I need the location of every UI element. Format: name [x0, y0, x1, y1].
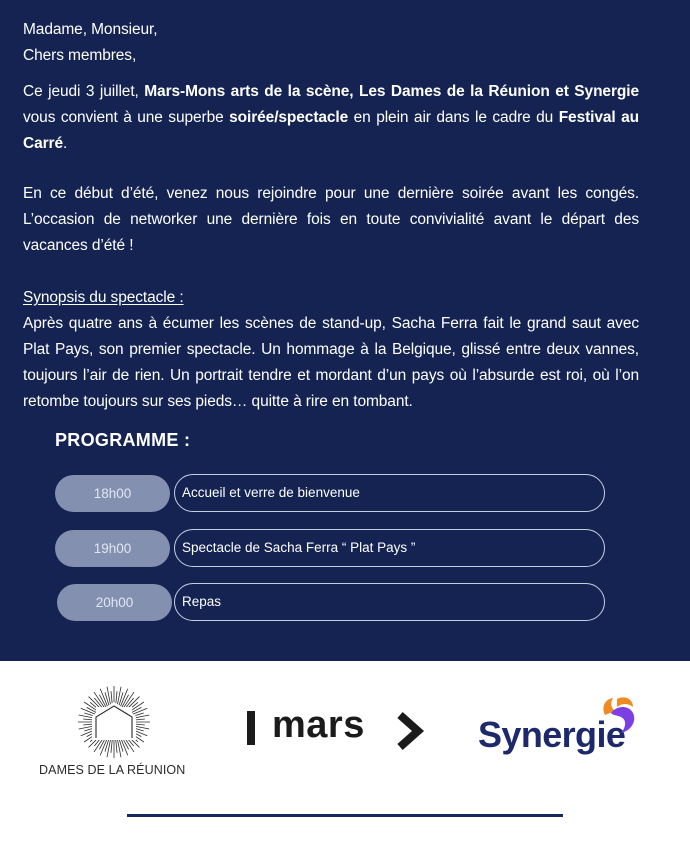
intro-text-3: en plein air dans le cadre du	[348, 109, 559, 126]
programme-label: Accueil et verre de bienvenue	[174, 474, 605, 512]
intro-text-1: Ce jeudi 3 juillet,	[23, 83, 145, 100]
programme-title: PROGRAMME :	[55, 430, 191, 450]
greeting	[23, 17, 639, 69]
programme-time: 19h00	[55, 530, 170, 567]
partners-footer	[0, 661, 690, 845]
programme-row	[55, 474, 607, 514]
networking-paragraph: En ce début d’été, venez nous rejoindre pour une dernière soirée avant les congés. L’occasion de networker une dernière fois en toute convivialité avant le départ des vacances d’été !	[23, 185, 639, 254]
mars-chevron-icon	[394, 711, 426, 751]
programme-label: Repas	[174, 583, 605, 621]
programme-row	[55, 583, 607, 623]
programme-time: 20h00	[57, 584, 172, 621]
intro-text-2: vous convient à une superbe	[23, 109, 230, 126]
intro-text-4: .	[63, 135, 68, 152]
footer-divider	[127, 814, 563, 817]
synopsis-title: Synopsis du spectacle :	[23, 289, 184, 306]
programme-time: 18h00	[55, 475, 170, 512]
event-type: soirée/spectacle	[229, 109, 349, 126]
mars-bar-icon	[243, 701, 265, 749]
greeting-line-2: Chers membres,	[23, 47, 137, 64]
synergie-mark-icon	[597, 693, 641, 739]
greeting-line-1: Madame, Monsieur,	[23, 21, 158, 38]
dames-de-la-reunion-name: DAMES DE LA RÉUNION	[39, 763, 186, 777]
festival-name: Festival au Carré	[23, 109, 639, 152]
programme-row	[55, 529, 607, 569]
synopsis-body: Après quatre ans à écumer les scènes de stand-up, Sacha Ferra fait le grand saut avec Plat Pays, son premier spectacle. Un hommage à la Belgique, glissé entre deux vannes, toujours l’air de rien. Un portrait tendre et mordant d’un pays où l’absurde est roi, où l’on retombe toujours sur ses pieds… quitte à rire en tombant.	[23, 315, 639, 410]
mars-logo-text: mars	[272, 704, 365, 746]
organizers: Mars-Mons arts de la scène, Les Dames de la Réunion et Synergie	[144, 83, 639, 100]
synergie-logo-text: Synergie	[478, 714, 626, 755]
dames-de-la-reunion-logo	[77, 685, 151, 759]
programme-label: Spectacle de Sacha Ferra “ Plat Pays ”	[174, 529, 605, 567]
intro-paragraph	[23, 79, 639, 157]
